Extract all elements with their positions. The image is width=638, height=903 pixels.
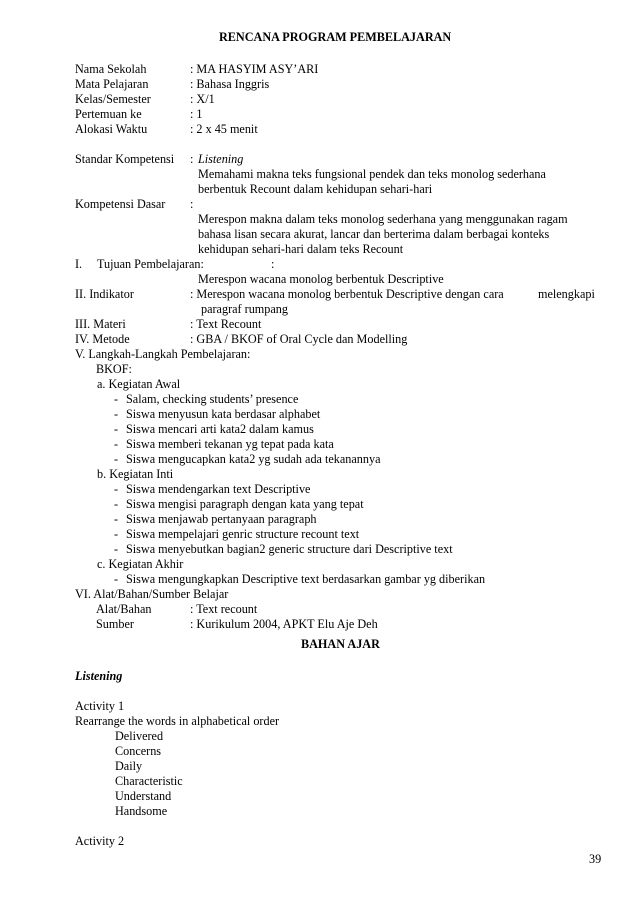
list-bullet: - xyxy=(114,422,119,436)
field-label-kelas: Kelas/Semester xyxy=(75,92,151,106)
list-bullet: - xyxy=(114,572,119,586)
kegiatan-akhir-heading: c. Kegiatan Akhir xyxy=(97,557,184,571)
list-item: Siswa mempelajari genric structure recount text xyxy=(126,527,360,541)
bahan-ajar-title: BAHAN AJAR xyxy=(301,637,380,651)
list-item: Salam, checking students’ presence xyxy=(126,392,299,406)
activity-1-instruction: Rearrange the words in alphabetical order xyxy=(75,714,280,728)
tujuan-number: I. xyxy=(75,257,83,271)
metode-value: : GBA / BKOF of Oral Cycle dan Modelling xyxy=(190,332,408,346)
indikator-value: : Merespon wacana monolog berbentuk Descriptive dengan cara xyxy=(190,287,504,301)
materi-label: III. Materi xyxy=(75,317,126,331)
kegiatan-inti-heading: b. Kegiatan Inti xyxy=(97,467,174,481)
field-value-mata-pelajaran: : Bahasa Inggris xyxy=(190,77,270,91)
kompetensi-dasar-line: bahasa lisan secara akurat, lancar dan berterima dalam berbagai konteks xyxy=(198,227,550,241)
listening-heading: Listening xyxy=(75,669,123,683)
list-bullet: - xyxy=(114,497,119,511)
kegiatan-awal-heading: a. Kegiatan Awal xyxy=(97,377,181,391)
kompetensi-dasar-line: Merespon makna dalam teks monolog sederhana yang menggunakan ragam xyxy=(198,212,568,226)
field-value-pertemuan: : 1 xyxy=(190,107,203,121)
field-value-kelas: : X/1 xyxy=(190,92,215,106)
metode-label: IV. Metode xyxy=(75,332,130,346)
activity-2-heading: Activity 2 xyxy=(75,834,125,848)
list-item: Siswa mengisi paragraph dengan kata yang tepat xyxy=(126,497,364,511)
list-item: Siswa menyebutkan bagian2 generic structure dari Descriptive text xyxy=(126,542,453,556)
list-item: Siswa menjawab pertanyaan paragraph xyxy=(126,512,317,526)
indikator-label: II. Indikator xyxy=(75,287,134,301)
alat-heading: VI. Alat/Bahan/Sumber Belajar xyxy=(75,587,229,601)
word-item: Daily xyxy=(115,759,143,773)
word-item: Characteristic xyxy=(115,774,183,788)
tujuan-label: Tujuan Pembelajaran: xyxy=(97,257,204,271)
alat-bahan-label: Alat/Bahan xyxy=(96,602,152,616)
field-label-alokasi: Alokasi Waktu xyxy=(75,122,148,136)
field-label-nama-sekolah: Nama Sekolah xyxy=(75,62,147,76)
word-item: Delivered xyxy=(115,729,164,743)
word-item: Handsome xyxy=(115,804,168,818)
tujuan-colon: : xyxy=(271,257,275,271)
standar-kompetensi-skill: Listening xyxy=(198,152,244,166)
list-item: Siswa mengucapkan kata2 yg sudah ada tekanannya xyxy=(126,452,381,466)
word-item: Understand xyxy=(115,789,172,803)
standar-kompetensi-line: berbentuk Recount dalam kehidupan sehari-hari xyxy=(198,182,433,196)
alat-bahan-value: : Text recount xyxy=(190,602,258,616)
indikator-value-end: melengkapi xyxy=(538,287,595,301)
standar-kompetensi-colon: : xyxy=(190,152,194,166)
sumber-label: Sumber xyxy=(96,617,134,631)
list-item: Siswa mendengarkan text Descriptive xyxy=(126,482,311,496)
list-bullet: - xyxy=(114,542,119,556)
list-item: Siswa menyusun kata berdasar alphabet xyxy=(126,407,321,421)
field-value-nama-sekolah: : MA HASYIM ASY’ARI xyxy=(190,62,319,76)
list-bullet: - xyxy=(114,452,119,466)
page-number: 39 xyxy=(589,852,602,866)
kompetensi-dasar-line: kehidupan sehari-hari dalam teks Recount xyxy=(198,242,404,256)
list-bullet: - xyxy=(114,512,119,526)
list-bullet: - xyxy=(114,437,119,451)
list-item: Siswa memberi tekanan yg tepat pada kata xyxy=(126,437,334,451)
materi-value: : Text Recount xyxy=(190,317,262,331)
document-title: RENCANA PROGRAM PEMBELAJARAN xyxy=(219,30,452,44)
bkof-label: BKOF: xyxy=(96,362,132,376)
list-item: Siswa mencari arti kata2 dalam kamus xyxy=(126,422,314,436)
sumber-value: : Kurikulum 2004, APKT Elu Aje Deh xyxy=(190,617,378,631)
field-label-pertemuan: Pertemuan ke xyxy=(75,107,142,121)
list-bullet: - xyxy=(114,482,119,496)
kompetensi-dasar-colon: : xyxy=(190,197,194,211)
langkah-heading: V. Langkah-Langkah Pembelajaran: xyxy=(75,347,251,361)
field-value-alokasi: : 2 x 45 menit xyxy=(190,122,258,136)
activity-1-heading: Activity 1 xyxy=(75,699,125,713)
word-item: Concerns xyxy=(115,744,162,758)
list-bullet: - xyxy=(114,407,119,421)
indikator-line2: paragraf rumpang xyxy=(201,302,288,316)
list-bullet: - xyxy=(114,527,119,541)
standar-kompetensi-line: Memahami makna teks fungsional pendek dan teks monolog sederhana xyxy=(198,167,546,181)
list-bullet: - xyxy=(114,392,119,406)
standar-kompetensi-label: Standar Kompetensi xyxy=(75,152,175,166)
tujuan-line: Merespon wacana monolog berbentuk Descriptive xyxy=(198,272,444,286)
kompetensi-dasar-label: Kompetensi Dasar xyxy=(75,197,166,211)
field-label-mata-pelajaran: Mata Pelajaran xyxy=(75,77,149,91)
list-item: Siswa mengungkapkan Descriptive text berdasarkan gambar yg diberikan xyxy=(126,572,486,586)
